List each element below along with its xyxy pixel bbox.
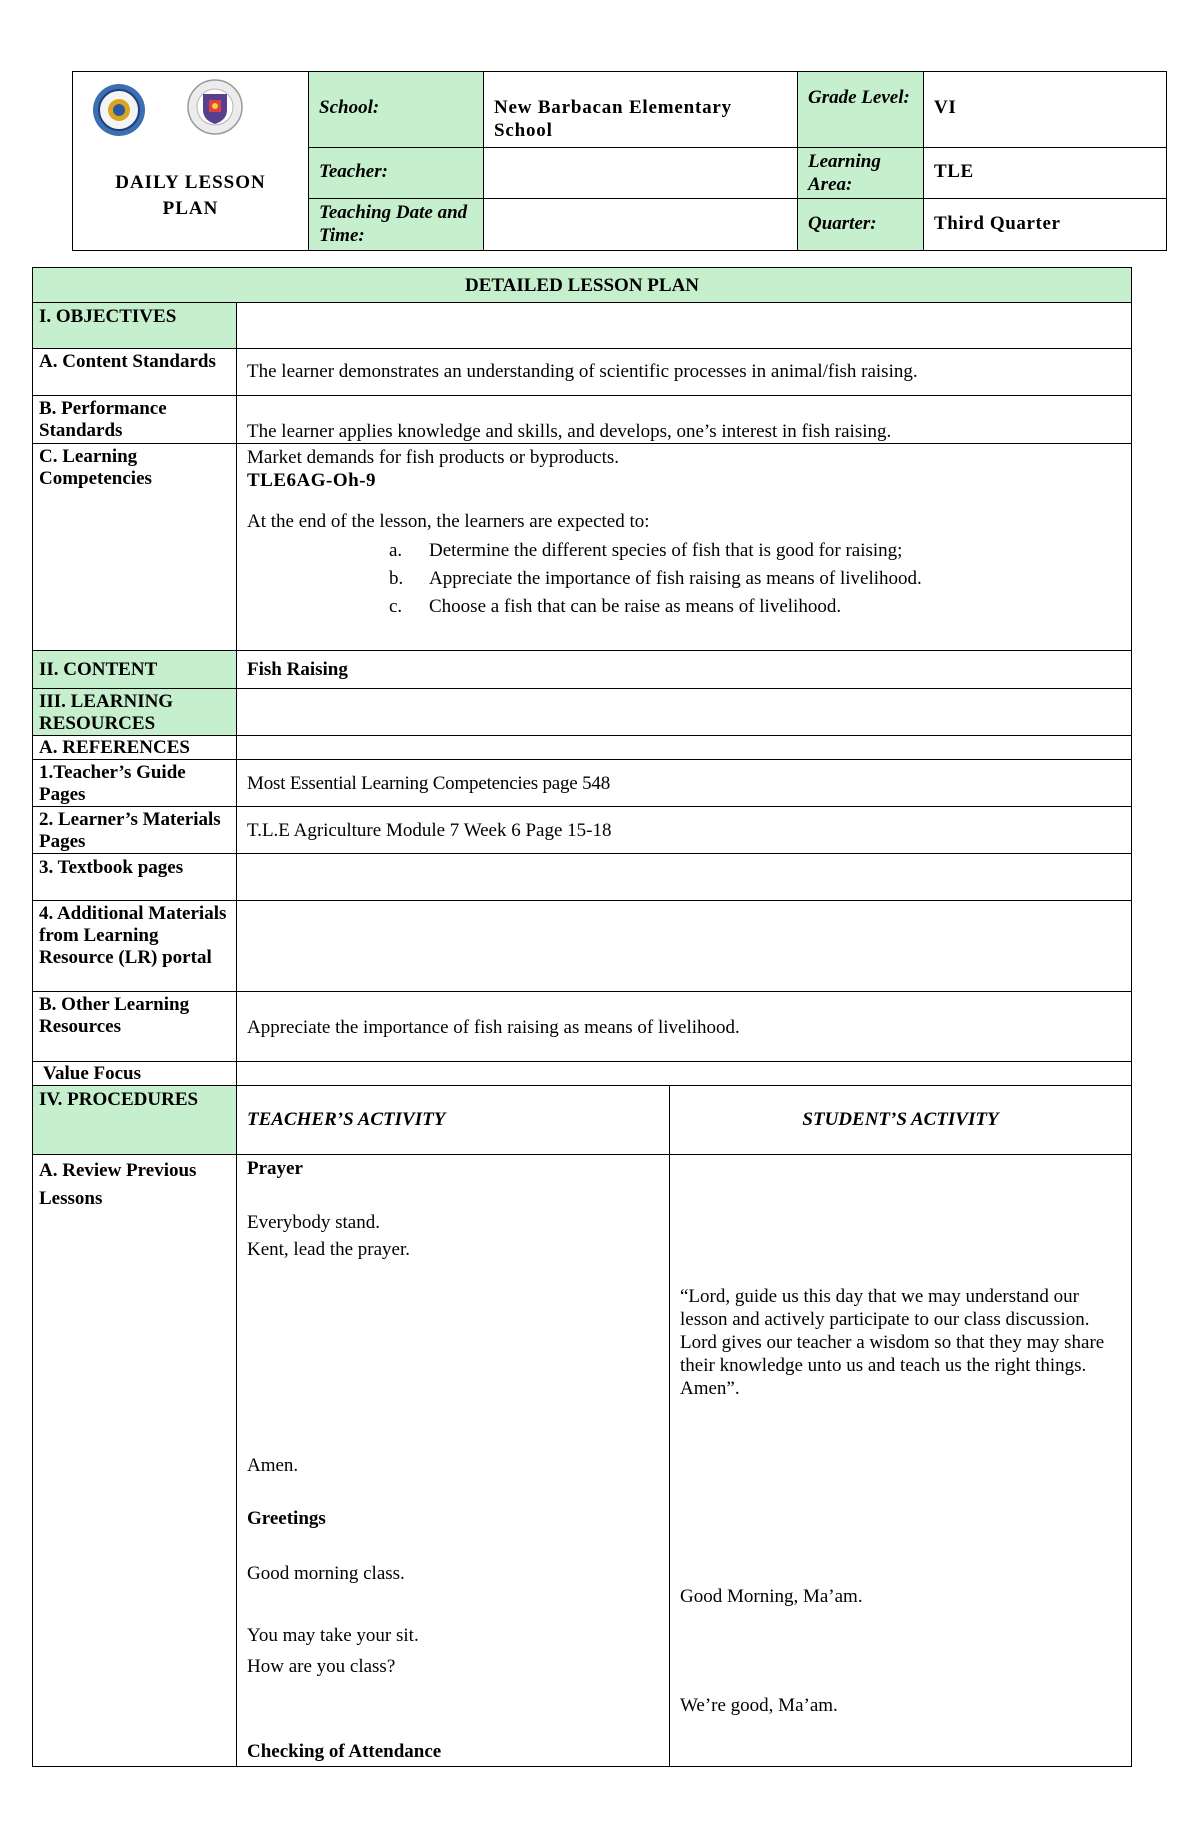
title-line-1: DAILY LESSON: [115, 172, 266, 193]
additional-label: 4. Additional Materials from Learning Resource (LR) portal: [33, 901, 237, 992]
performance-standards-value: The learner applies knowledge and skills, and develops, one’s interest in fish raising.: [237, 396, 1132, 444]
grade-label: Grade Level:: [798, 72, 924, 148]
tg-value: Most Essential Learning Competencies page 548: [237, 760, 1132, 807]
objectives-intro: At the end of the lesson, the learners are expected to:: [247, 511, 650, 532]
other-resources-label: B. Other Learning Resources: [33, 992, 237, 1062]
greetings-heading: Greetings: [247, 1508, 326, 1529]
lesson-plan-table: [32, 267, 1132, 1767]
how-response: We’re good, Ma’am.: [680, 1695, 838, 1716]
deped-seal-icon: [185, 78, 245, 136]
content-value: Fish Raising: [237, 651, 1132, 689]
tg-label: 1.Teacher’s Guide Pages: [33, 760, 237, 807]
references-label: A. REFERENCES: [33, 736, 237, 760]
list-item: c. Choose a fish that can be raise as means of livelihood.: [389, 596, 842, 617]
how-are-you: How are you class?: [247, 1656, 396, 1677]
everybody-stand: Everybody stand.: [247, 1212, 380, 1233]
content-standards-label: A. Content Standards: [33, 349, 237, 396]
take-sit: You may take your sit.: [247, 1625, 419, 1646]
teacher-activity-cell: [237, 1155, 670, 1767]
competencies-label: C. Learning Competencies: [33, 444, 237, 651]
procedures-label: IV. PROCEDURES: [33, 1086, 237, 1155]
good-morning: Good morning class.: [247, 1563, 405, 1584]
date-value: [484, 199, 798, 251]
value-focus-value: [237, 1062, 1132, 1086]
lm-value: T.L.E Agriculture Module 7 Week 6 Page 15-18: [237, 807, 1132, 854]
teacher-value: [484, 148, 798, 199]
review-label: A. Review Previous Lessons: [33, 1155, 237, 1767]
amen: Amen.: [247, 1455, 299, 1476]
performance-standards-label: B. Performance Standards: [33, 396, 237, 444]
prayer-heading: Prayer: [247, 1158, 303, 1179]
school-value: New Barbacan Elementary School: [484, 72, 798, 148]
list-item: b. Appreciate the importance of fish raising as means of livelihood.: [389, 568, 922, 589]
references-value: [237, 736, 1132, 760]
content-standards-value: The learner demonstrates an understanding of scientific processes in animal/fish raising.: [237, 349, 1132, 396]
grade-value: VI: [924, 72, 1167, 148]
textbook-label: 3. Textbook pages: [33, 854, 237, 901]
date-label: Teaching Date and Time:: [309, 199, 484, 251]
teacher-label: Teacher:: [309, 148, 484, 199]
student-activity-cell: [670, 1155, 1132, 1767]
lead-prayer: Kent, lead the prayer.: [247, 1239, 411, 1260]
other-resources-value: Appreciate the importance of fish raising as means of livelihood.: [237, 992, 1132, 1062]
header-table: [72, 71, 1167, 251]
title-cell: [73, 72, 309, 251]
title-line-2: PLAN: [162, 198, 219, 219]
prayer-response: “Lord, guide us this day that we may understand our lesson and actively participate to our class discussion. Lord gives our teacher a wisdom so that they may share their knowledge unto us and teach us the right things. Amen”.: [680, 1286, 1105, 1399]
teacher-activity-header: TEACHER’S ACTIVITY: [237, 1086, 670, 1155]
resources-label: III. LEARNING RESOURCES: [33, 689, 237, 736]
list-item: a. Determine the different species of fish that is good for raising;: [389, 540, 903, 561]
attendance-heading: Checking of Attendance: [247, 1741, 442, 1762]
plan-title: DETAILED LESSON PLAN: [33, 268, 1132, 303]
school-label: School:: [309, 72, 484, 148]
lm-label: 2. Learner’s Materials Pages: [33, 807, 237, 854]
value-focus-label: Value Focus: [33, 1062, 237, 1086]
resources-value: [237, 689, 1132, 736]
quarter-value: Third Quarter: [924, 199, 1167, 251]
learning-area-value: TLE: [924, 148, 1167, 199]
objectives-label: I. OBJECTIVES: [33, 303, 237, 349]
competency-code: TLE6AG-Oh-9: [247, 470, 377, 491]
division-seal-icon: [91, 82, 147, 138]
content-label: II. CONTENT: [33, 651, 237, 689]
good-morning-response: Good Morning, Ma’am.: [680, 1586, 863, 1607]
objectives-value: [237, 303, 1132, 349]
student-activity-header: STUDENT’S ACTIVITY: [670, 1086, 1132, 1155]
textbook-value: [237, 854, 1132, 901]
additional-value: [237, 901, 1132, 992]
objectives-list: [247, 537, 1121, 621]
quarter-label: Quarter:: [798, 199, 924, 251]
competency-text: Market demands for fish products or byproducts.: [247, 447, 620, 468]
learning-area-label: Learning Area:: [798, 148, 924, 199]
competencies-value: [237, 444, 1132, 651]
